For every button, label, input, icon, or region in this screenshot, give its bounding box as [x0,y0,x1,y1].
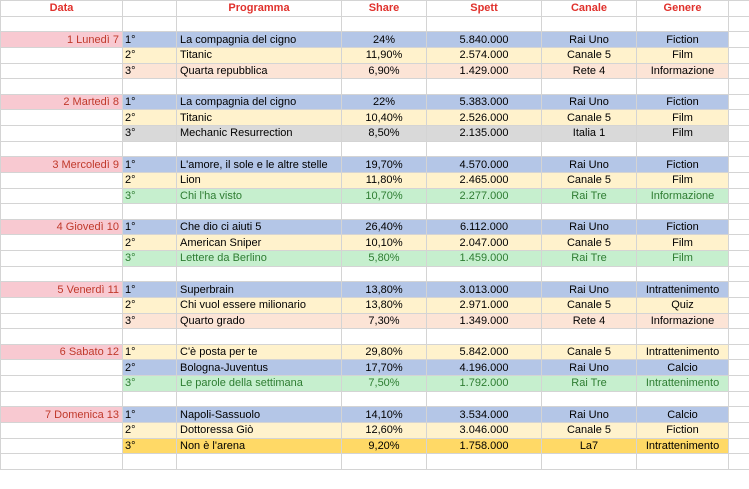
viewers-cell[interactable]: 1.792.000 [427,376,542,392]
empty-cell[interactable] [637,329,729,345]
empty-cell[interactable] [177,266,342,282]
channel-cell[interactable]: Canale 5 [542,172,637,188]
empty-cell[interactable] [1,266,123,282]
empty-cell[interactable] [342,391,427,407]
viewers-cell[interactable]: 3.046.000 [427,422,542,438]
empty-cell[interactable] [729,266,749,282]
share-cell[interactable]: 8,50% [342,126,427,142]
program-cell[interactable]: Quarta repubblica [177,63,342,79]
channel-cell[interactable]: Canale 5 [542,344,637,360]
genre-cell[interactable]: Fiction [637,32,729,48]
empty-cell[interactable] [542,79,637,95]
share-cell[interactable]: 19,70% [342,157,427,173]
rank-cell[interactable]: 1° [123,344,177,360]
genre-cell[interactable]: Informazione [637,63,729,79]
empty-cell[interactable] [1,79,123,95]
empty-cell[interactable] [123,454,177,470]
rank-cell[interactable]: 1° [123,32,177,48]
empty-cell[interactable] [729,94,749,110]
viewers-cell[interactable]: 2.277.000 [427,188,542,204]
empty-cell[interactable] [729,422,749,438]
empty-cell[interactable] [729,47,749,63]
genre-cell[interactable]: Quiz [637,297,729,313]
empty-cell[interactable] [637,204,729,220]
viewers-cell[interactable]: 4.196.000 [427,360,542,376]
spacer-row [1,204,749,220]
channel-cell[interactable]: Rai Tre [542,188,637,204]
channel-cell[interactable]: Canale 5 [542,422,637,438]
empty-cell[interactable] [729,235,749,251]
rank-cell[interactable]: 3° [123,376,177,392]
table-row [1,251,749,267]
rank-cell[interactable]: 2° [123,422,177,438]
rank-cell[interactable]: 1° [123,282,177,298]
empty-cell[interactable] [342,204,427,220]
header-extra[interactable] [729,1,749,17]
empty-cell[interactable] [177,204,342,220]
empty-cell[interactable] [177,79,342,95]
empty-cell[interactable] [729,251,749,267]
genre-cell[interactable]: Informazione [637,188,729,204]
rank-cell[interactable]: 3° [123,188,177,204]
viewers-cell[interactable]: 2.971.000 [427,297,542,313]
empty-cell[interactable] [1,391,123,407]
channel-cell[interactable]: Canale 5 [542,235,637,251]
empty-cell[interactable] [729,188,749,204]
empty-cell[interactable] [729,297,749,313]
rank-cell[interactable]: 2° [123,360,177,376]
rank-cell[interactable]: 3° [123,63,177,79]
header-viewers[interactable]: Spett [427,1,542,17]
channel-cell[interactable]: Rai Uno [542,32,637,48]
date-cell[interactable]: 5 Venerdì 11 [1,282,123,298]
rank-cell[interactable]: 2° [123,172,177,188]
viewers-cell[interactable]: 2.135.000 [427,126,542,142]
viewers-cell[interactable]: 3.534.000 [427,407,542,423]
empty-cell[interactable] [123,141,177,157]
channel-cell[interactable]: La7 [542,438,637,454]
viewers-cell[interactable]: 1.349.000 [427,313,542,329]
empty-cell[interactable] [542,454,637,470]
empty-cell[interactable] [729,204,749,220]
channel-cell[interactable]: Italia 1 [542,126,637,142]
empty-cell[interactable] [729,438,749,454]
share-cell[interactable]: 24% [342,32,427,48]
header-date[interactable]: Data [1,1,123,17]
empty-cell[interactable] [729,407,749,423]
program-cell[interactable]: Chi vuol essere milionario [177,297,342,313]
table-row [1,94,749,110]
date-cell[interactable] [1,360,123,376]
empty-cell[interactable] [637,141,729,157]
empty-cell[interactable] [637,16,729,32]
date-cell[interactable] [1,47,123,63]
program-cell[interactable]: C'è posta per te [177,344,342,360]
rank-cell[interactable]: 3° [123,313,177,329]
table-row [1,47,749,63]
date-cell[interactable] [1,297,123,313]
genre-cell[interactable]: Film [637,235,729,251]
rank-cell[interactable]: 3° [123,251,177,267]
share-cell[interactable]: 13,80% [342,282,427,298]
table-row [1,110,749,126]
viewers-cell[interactable]: 2.526.000 [427,110,542,126]
empty-cell[interactable] [729,329,749,345]
empty-cell[interactable] [729,79,749,95]
table-row [1,32,749,48]
date-cell[interactable] [1,422,123,438]
program-cell[interactable]: La compagnia del cigno [177,94,342,110]
date-cell[interactable] [1,235,123,251]
rank-cell[interactable]: 2° [123,235,177,251]
genre-cell[interactable]: Intrattenimento [637,438,729,454]
empty-cell[interactable] [542,266,637,282]
empty-cell[interactable] [342,266,427,282]
empty-cell[interactable] [177,141,342,157]
date-cell[interactable]: 6 Sabato 12 [1,344,123,360]
spacer-row [1,16,749,32]
empty-cell[interactable] [342,141,427,157]
viewers-cell[interactable]: 1.758.000 [427,438,542,454]
date-cell[interactable] [1,313,123,329]
program-cell[interactable]: Dottoressa Giò [177,422,342,438]
table-row [1,172,749,188]
empty-cell[interactable] [123,266,177,282]
empty-cell[interactable] [427,141,542,157]
program-cell[interactable]: Quarto grado [177,313,342,329]
genre-cell[interactable]: Film [637,251,729,267]
program-cell[interactable]: L'amore, il sole e le altre stelle [177,157,342,173]
viewers-cell[interactable]: 1.429.000 [427,63,542,79]
rank-cell[interactable]: 1° [123,94,177,110]
empty-cell[interactable] [123,391,177,407]
channel-cell[interactable]: Rai Uno [542,219,637,235]
rank-cell[interactable]: 2° [123,110,177,126]
share-cell[interactable]: 26,40% [342,219,427,235]
table-row [1,313,749,329]
share-cell[interactable]: 17,70% [342,360,427,376]
empty-cell[interactable] [342,79,427,95]
empty-cell[interactable] [729,172,749,188]
program-cell[interactable]: Lion [177,172,342,188]
date-cell[interactable] [1,438,123,454]
spacer-row [1,266,749,282]
rank-cell[interactable]: 3° [123,438,177,454]
table-row [1,376,749,392]
empty-cell[interactable] [729,360,749,376]
genre-cell[interactable]: Fiction [637,219,729,235]
date-cell[interactable]: 7 Domenica 13 [1,407,123,423]
table-row [1,235,749,251]
rank-cell[interactable]: 1° [123,157,177,173]
header-program[interactable]: Programma [177,1,342,17]
date-cell[interactable]: 1 Lunedì 7 [1,32,123,48]
empty-cell[interactable] [1,16,123,32]
empty-cell[interactable] [637,454,729,470]
table-row [1,188,749,204]
genre-cell[interactable]: Fiction [637,422,729,438]
program-cell[interactable]: Non è l'arena [177,438,342,454]
empty-cell[interactable] [1,329,123,345]
empty-cell[interactable] [427,391,542,407]
empty-cell[interactable] [427,16,542,32]
viewers-cell[interactable]: 5.840.000 [427,32,542,48]
empty-cell[interactable] [729,141,749,157]
date-cell[interactable] [1,188,123,204]
share-cell[interactable]: 10,40% [342,110,427,126]
spacer-row [1,391,749,407]
empty-cell[interactable] [542,141,637,157]
program-cell[interactable]: La compagnia del cigno [177,32,342,48]
channel-cell[interactable]: Rai Uno [542,94,637,110]
empty-cell[interactable] [1,141,123,157]
empty-cell[interactable] [729,63,749,79]
empty-cell[interactable] [542,204,637,220]
genre-cell[interactable]: Film [637,47,729,63]
channel-cell[interactable]: Canale 5 [542,297,637,313]
date-cell[interactable] [1,126,123,142]
rank-cell[interactable]: 2° [123,297,177,313]
spacer-row [1,454,749,470]
viewers-cell[interactable]: 3.013.000 [427,282,542,298]
channel-cell[interactable]: Rai Uno [542,157,637,173]
table-row [1,438,749,454]
channel-cell[interactable]: Rete 4 [542,63,637,79]
channel-cell[interactable]: Rai Tre [542,376,637,392]
program-cell[interactable]: Superbrain [177,282,342,298]
program-cell[interactable]: Napoli-Sassuolo [177,407,342,423]
spacer-row [1,141,749,157]
genre-cell[interactable]: Film [637,126,729,142]
empty-cell[interactable] [427,266,542,282]
table-row [1,63,749,79]
empty-cell[interactable] [427,329,542,345]
date-cell[interactable] [1,110,123,126]
empty-cell[interactable] [729,376,749,392]
empty-cell[interactable] [177,391,342,407]
table-row [1,407,749,423]
date-cell[interactable] [1,251,123,267]
table-row [1,422,749,438]
empty-cell[interactable] [637,79,729,95]
viewers-cell[interactable]: 2.574.000 [427,47,542,63]
empty-cell[interactable] [177,329,342,345]
program-cell[interactable]: Le parole della settimana [177,376,342,392]
empty-cell[interactable] [1,454,123,470]
genre-cell[interactable]: Informazione [637,313,729,329]
channel-cell[interactable]: Rai Uno [542,360,637,376]
empty-cell[interactable] [729,110,749,126]
channel-cell[interactable]: Rai Tre [542,251,637,267]
table-row [1,126,749,142]
genre-cell[interactable]: Intrattenimento [637,376,729,392]
program-cell[interactable]: Lettere da Berlino [177,251,342,267]
viewers-cell[interactable]: 6.112.000 [427,219,542,235]
program-cell[interactable]: American Sniper [177,235,342,251]
empty-cell[interactable] [427,454,542,470]
empty-cell[interactable] [542,329,637,345]
empty-cell[interactable] [729,391,749,407]
empty-cell[interactable] [729,126,749,142]
program-cell[interactable]: Mechanic Resurrection [177,126,342,142]
program-cell[interactable]: Titanic [177,110,342,126]
empty-cell[interactable] [729,313,749,329]
empty-cell[interactable] [123,204,177,220]
empty-cell[interactable] [637,266,729,282]
empty-cell[interactable] [729,282,749,298]
viewers-cell[interactable]: 5.383.000 [427,94,542,110]
genre-cell[interactable]: Calcio [637,360,729,376]
date-cell[interactable] [1,172,123,188]
empty-cell[interactable] [729,16,749,32]
share-cell[interactable]: 7,50% [342,376,427,392]
empty-cell[interactable] [729,157,749,173]
empty-cell[interactable] [542,16,637,32]
empty-cell[interactable] [123,329,177,345]
share-cell[interactable]: 10,10% [342,235,427,251]
genre-cell[interactable]: Intrattenimento [637,344,729,360]
empty-cell[interactable] [177,454,342,470]
share-cell[interactable]: 6,90% [342,63,427,79]
share-cell[interactable]: 12,60% [342,422,427,438]
header-blank[interactable] [123,1,177,17]
viewers-cell[interactable]: 5.842.000 [427,344,542,360]
share-cell[interactable]: 10,70% [342,188,427,204]
empty-cell[interactable] [729,454,749,470]
empty-cell[interactable] [729,219,749,235]
header-channel[interactable]: Canale [542,1,637,17]
genre-cell[interactable]: Fiction [637,94,729,110]
viewers-cell[interactable]: 2.047.000 [427,235,542,251]
empty-cell[interactable] [729,344,749,360]
empty-cell[interactable] [123,79,177,95]
header-genre[interactable]: Genere [637,1,729,17]
genre-cell[interactable]: Calcio [637,407,729,423]
empty-cell[interactable] [177,16,342,32]
empty-cell[interactable] [342,454,427,470]
genre-cell[interactable]: Fiction [637,157,729,173]
spacer-row [1,79,749,95]
genre-cell[interactable]: Intrattenimento [637,282,729,298]
program-cell[interactable]: Che dio ci aiuti 5 [177,219,342,235]
program-cell[interactable]: Bologna-Juventus [177,360,342,376]
empty-cell[interactable] [1,204,123,220]
empty-cell[interactable] [427,79,542,95]
date-cell[interactable] [1,376,123,392]
share-cell[interactable]: 9,20% [342,438,427,454]
empty-cell[interactable] [427,204,542,220]
share-cell[interactable]: 22% [342,94,427,110]
program-cell[interactable]: Chi l'ha visto [177,188,342,204]
channel-cell[interactable]: Rai Uno [542,407,637,423]
share-cell[interactable]: 13,80% [342,297,427,313]
empty-cell[interactable] [342,16,427,32]
rank-cell[interactable]: 1° [123,407,177,423]
empty-cell[interactable] [729,32,749,48]
table-row [1,360,749,376]
table-row [1,297,749,313]
table-row [1,282,749,298]
viewers-cell[interactable]: 1.459.000 [427,251,542,267]
empty-cell[interactable] [123,16,177,32]
spacer-row [1,329,749,345]
date-cell[interactable]: 4 Giovedì 10 [1,219,123,235]
share-cell[interactable]: 11,80% [342,172,427,188]
share-cell[interactable]: 29,80% [342,344,427,360]
channel-cell[interactable]: Rete 4 [542,313,637,329]
header-row [1,1,749,17]
channel-cell[interactable]: Rai Uno [542,282,637,298]
table-row [1,344,749,360]
program-cell[interactable]: Titanic [177,47,342,63]
rank-cell[interactable]: 1° [123,219,177,235]
rank-cell[interactable]: 3° [123,126,177,142]
viewers-cell[interactable]: 2.465.000 [427,172,542,188]
date-cell[interactable] [1,63,123,79]
share-cell[interactable]: 5,80% [342,251,427,267]
viewers-cell[interactable]: 4.570.000 [427,157,542,173]
header-share[interactable]: Share [342,1,427,17]
genre-cell[interactable]: Film [637,172,729,188]
genre-cell[interactable]: Film [637,110,729,126]
channel-cell[interactable]: Canale 5 [542,47,637,63]
share-cell[interactable]: 7,30% [342,313,427,329]
channel-cell[interactable]: Canale 5 [542,110,637,126]
empty-cell[interactable] [542,391,637,407]
rank-cell[interactable]: 2° [123,47,177,63]
empty-cell[interactable] [342,329,427,345]
share-cell[interactable]: 14,10% [342,407,427,423]
share-cell[interactable]: 11,90% [342,47,427,63]
table-row [1,157,749,173]
date-cell[interactable]: 2 Martedì 8 [1,94,123,110]
empty-cell[interactable] [637,391,729,407]
table-row [1,219,749,235]
date-cell[interactable]: 3 Mercoledì 9 [1,157,123,173]
